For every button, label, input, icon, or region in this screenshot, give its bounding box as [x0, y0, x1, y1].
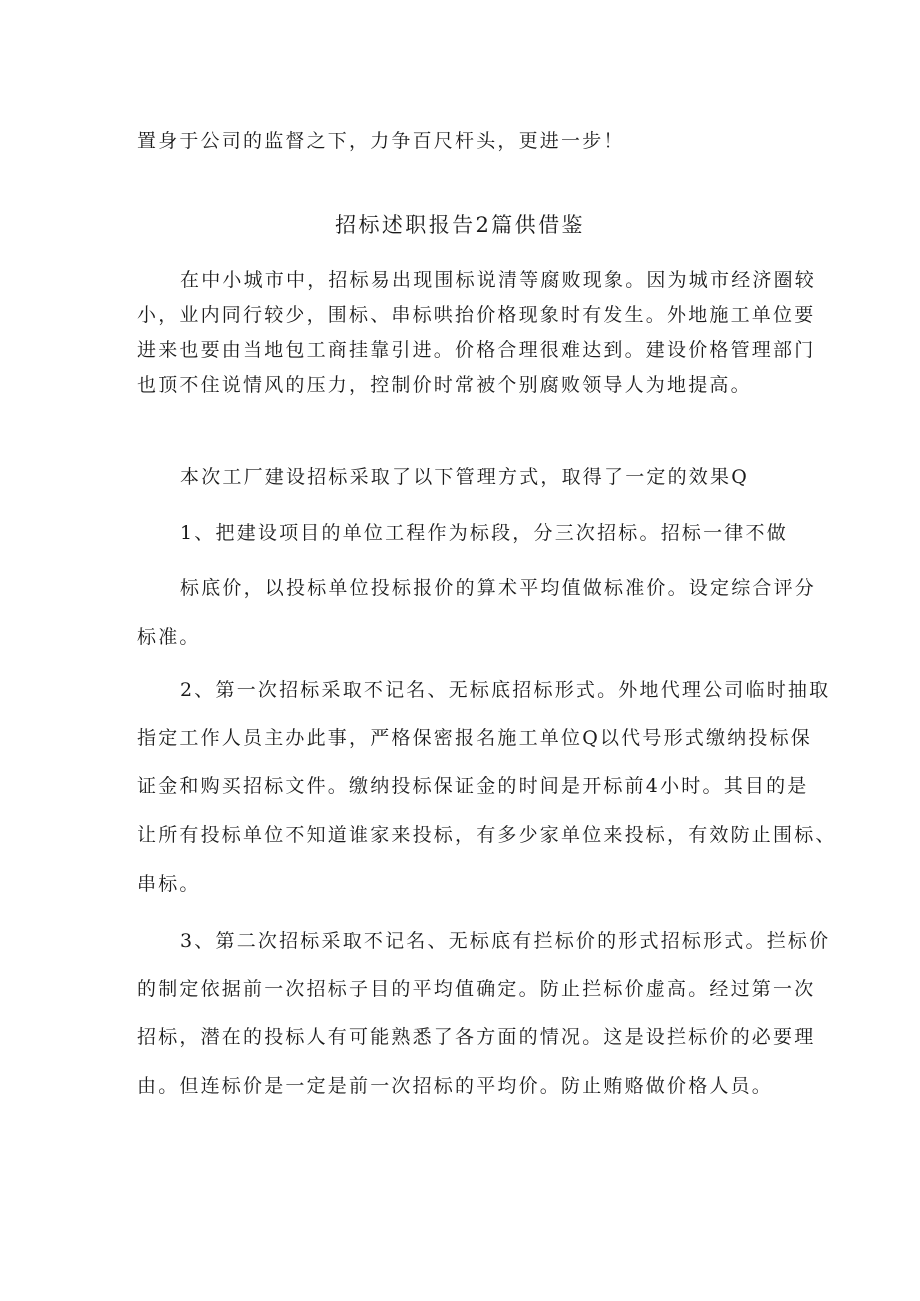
item-1-line-1: 1、把建设项目的单位工程作为标段，分三次招标。招标一律不做 — [180, 522, 788, 544]
paragraph-1-line-3: 进来也要由当地包工商挂靠引进。价格合理很难达到。建设价格管理部门 — [137, 339, 816, 361]
item-2-line-3: 证金和购买招标文件。缴纳投标保证金的时间是开标前4小时。其目的是 — [137, 775, 809, 797]
item-3-line-1: 3、第二次招标采取不记名、无标底有拦标价的形式招标形式。拦标价 — [180, 930, 831, 952]
item-1-line-2: 标底价，以投标单位投标报价的算术平均值做标准价。设定综合评分 — [180, 577, 817, 599]
item-3-line-3: 招标，潜在的投标人有可能熟悉了各方面的情况。这是设拦标价的必要理 — [137, 1026, 816, 1048]
item-1-line-3: 标准。 — [137, 626, 201, 648]
item-2-line-1: 2、第一次招标采取不记名、无标底招标形式。外地代理公司临时抽取 — [180, 679, 831, 701]
item-3-line-2: 的制定依据前一次招标子目的平均值确定。防止拦标价虚高。经过第一次 — [137, 978, 816, 1000]
paragraph-1-line-1: 在中小城市中，招标易出现围标说清等腐败现象。因为城市经济圈较 — [180, 269, 817, 291]
item-3-line-4: 由。但连标价是一定是前一次招标的平均价。防止贿赂做价格人员。 — [137, 1075, 774, 1097]
item-2-line-2: 指定工作人员主办此事，严格保密报名施工单位Q以代号形式缴纳投标保 — [137, 727, 812, 749]
paragraph-2-line-1: 本次工厂建设招标采取了以下管理方式，取得了一定的效果Q — [180, 466, 749, 488]
paragraph-1-line-4: 也顶不住说情风的压力，控制价时常被个别腐败领导人为地提高。 — [137, 374, 752, 396]
paragraph-1-line-2: 小，业内同行较少，围标、串标哄抬价格现象时有发生。外地施工单位要 — [137, 304, 816, 326]
item-2-line-4: 让所有投标单位不知道谁家来投标，有多少家单位来投标，有效防止围标、 — [137, 824, 837, 846]
opening-line: 置身于公司的监督之下，力争百尺杆头，更进一步！ — [137, 130, 625, 152]
document-title: 招标述职报告2篇供借鉴 — [335, 213, 585, 237]
item-2-line-5: 串标。 — [137, 873, 201, 895]
